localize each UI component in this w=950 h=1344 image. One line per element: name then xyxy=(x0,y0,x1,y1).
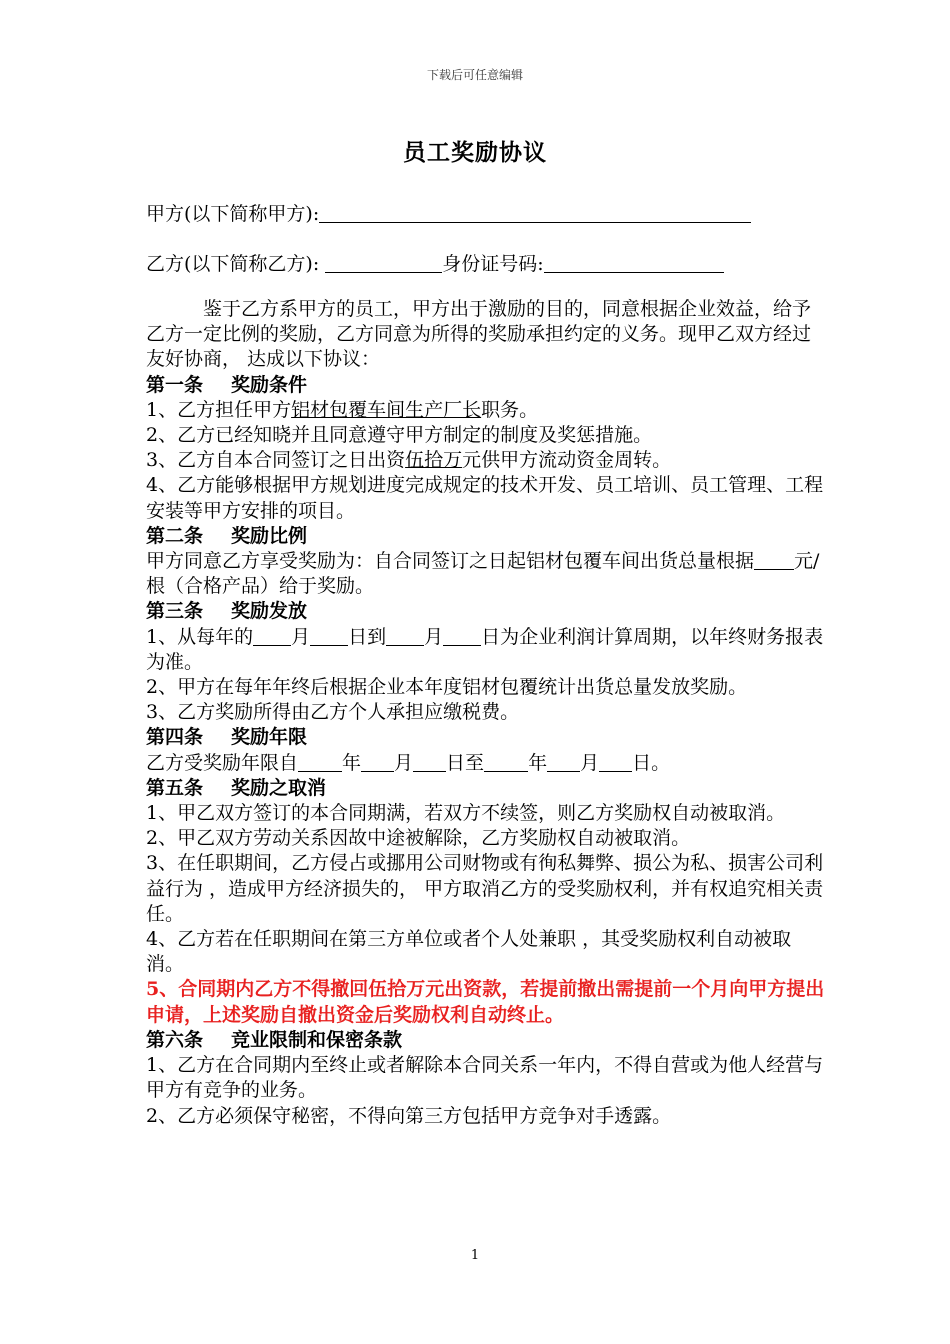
section-3-item-2: 2、甲方在每年年终后根据企业本年度铝材包覆统计出货总量发放奖励。 xyxy=(146,676,748,699)
party-a-blank xyxy=(319,202,751,223)
section-2-heading: 第二条 奖励比例 xyxy=(146,524,308,547)
section-1-item-3: 3、乙方自本合同签订之日出资伍拾万元供甲方流动资金周转。 xyxy=(146,449,672,472)
section-5-item-3: 3、在任职期间，乙方侵占或挪用公司财物或有徇私舞弊、损公为私、损害公司利益行为 ，造成甲方经济损失的， 甲方取消乙方的受奖励权利，并有权追究相关责任。 xyxy=(146,852,824,925)
party-a-line xyxy=(146,199,751,226)
section-1-item-4: 4、乙方能够根据甲方规划进度完成规定的技术开发、员工培训、员工管理、工程安装等甲方安排的项目。 xyxy=(146,474,824,522)
agreement-body xyxy=(146,297,826,1129)
intro-paragraph: 鉴于乙方系甲方的员工，甲方出于激励的目的，同意根据企业效益，给予乙方一定比例的奖励，乙方同意为所得的奖励承担约定的义务。现甲乙双方经过友好协商， 达成以下协议： xyxy=(146,298,812,371)
page-number: 1 xyxy=(470,1248,480,1263)
section-6-item-1: 1、乙方在合同期内至终止或者解除本合同关系一年内，不得自营或为他人经营与甲方有竞争的业务。 xyxy=(146,1054,824,1102)
section-4-heading: 第四条 奖励年限 xyxy=(146,726,308,749)
id-blank xyxy=(544,252,724,273)
section-1-heading: 第一条 奖励条件 xyxy=(146,373,308,396)
section-3-item-3: 3、乙方奖励所得由乙方个人承担应缴税费。 xyxy=(146,701,520,724)
section-5-item-5-highlighted: 5、合同期内乙方不得撤回伍拾万元出资款，若提前撤出需提前一个月向甲方提出申请，上述奖励自撤出资金后奖励权利自动终止。 xyxy=(146,978,825,1026)
section-6-heading: 第六条 竞业限制和保密条款 xyxy=(146,1028,403,1051)
section-6-item-2: 2、乙方必须保守秘密，不得向第三方包括甲方竞争对手透露。 xyxy=(146,1104,672,1127)
party-a-label: 甲方(以下简称甲方): xyxy=(146,203,320,225)
section-4-paragraph: 乙方受奖励年限自 年 月 日至 年 月 日。 xyxy=(146,751,671,774)
party-b-blank xyxy=(325,252,442,273)
section-5-item-2: 2、甲乙双方劳动关系因故中途被解除，乙方奖励权自动被取消。 xyxy=(146,827,691,850)
party-b-label: 乙方(以下简称乙方): xyxy=(146,253,326,275)
section-5-item-1: 1、甲乙双方签订的本合同期满，若双方不续签，则乙方奖励权自动被取消。 xyxy=(146,802,786,825)
section-5-item-4: 4、乙方若在任职期间在第三方单位或者个人处兼职 ，其受奖励权利自动被取消。 xyxy=(146,928,792,976)
document-title: 员工奖励协议 xyxy=(403,139,547,166)
section-1-item-1: 1、乙方担任甲方铝材包覆车间生产厂长职务。 xyxy=(146,398,539,421)
rate-blank xyxy=(754,551,794,570)
section-1-item-2: 2、乙方已经知晓并且同意遵守甲方制定的制度及奖惩措施。 xyxy=(146,424,653,447)
section-3-item-1: 1、从每年的 月 日到 月 日为企业利润计算周期，以年终财务报表为准。 xyxy=(146,625,824,673)
section-3-heading: 第三条 奖励发放 xyxy=(146,600,308,623)
section-2-paragraph: 甲方同意乙方享受奖励为：自合同签订之日起铝材包覆车间出货总量根据 元/根（合格产品）给于奖励。 xyxy=(146,550,820,598)
section-5-heading: 第五条 奖励之取消 xyxy=(146,776,327,799)
party-b-line xyxy=(146,249,724,276)
header-note: 下载后可任意编辑 xyxy=(426,68,523,82)
id-label: 身份证号码: xyxy=(442,253,544,275)
